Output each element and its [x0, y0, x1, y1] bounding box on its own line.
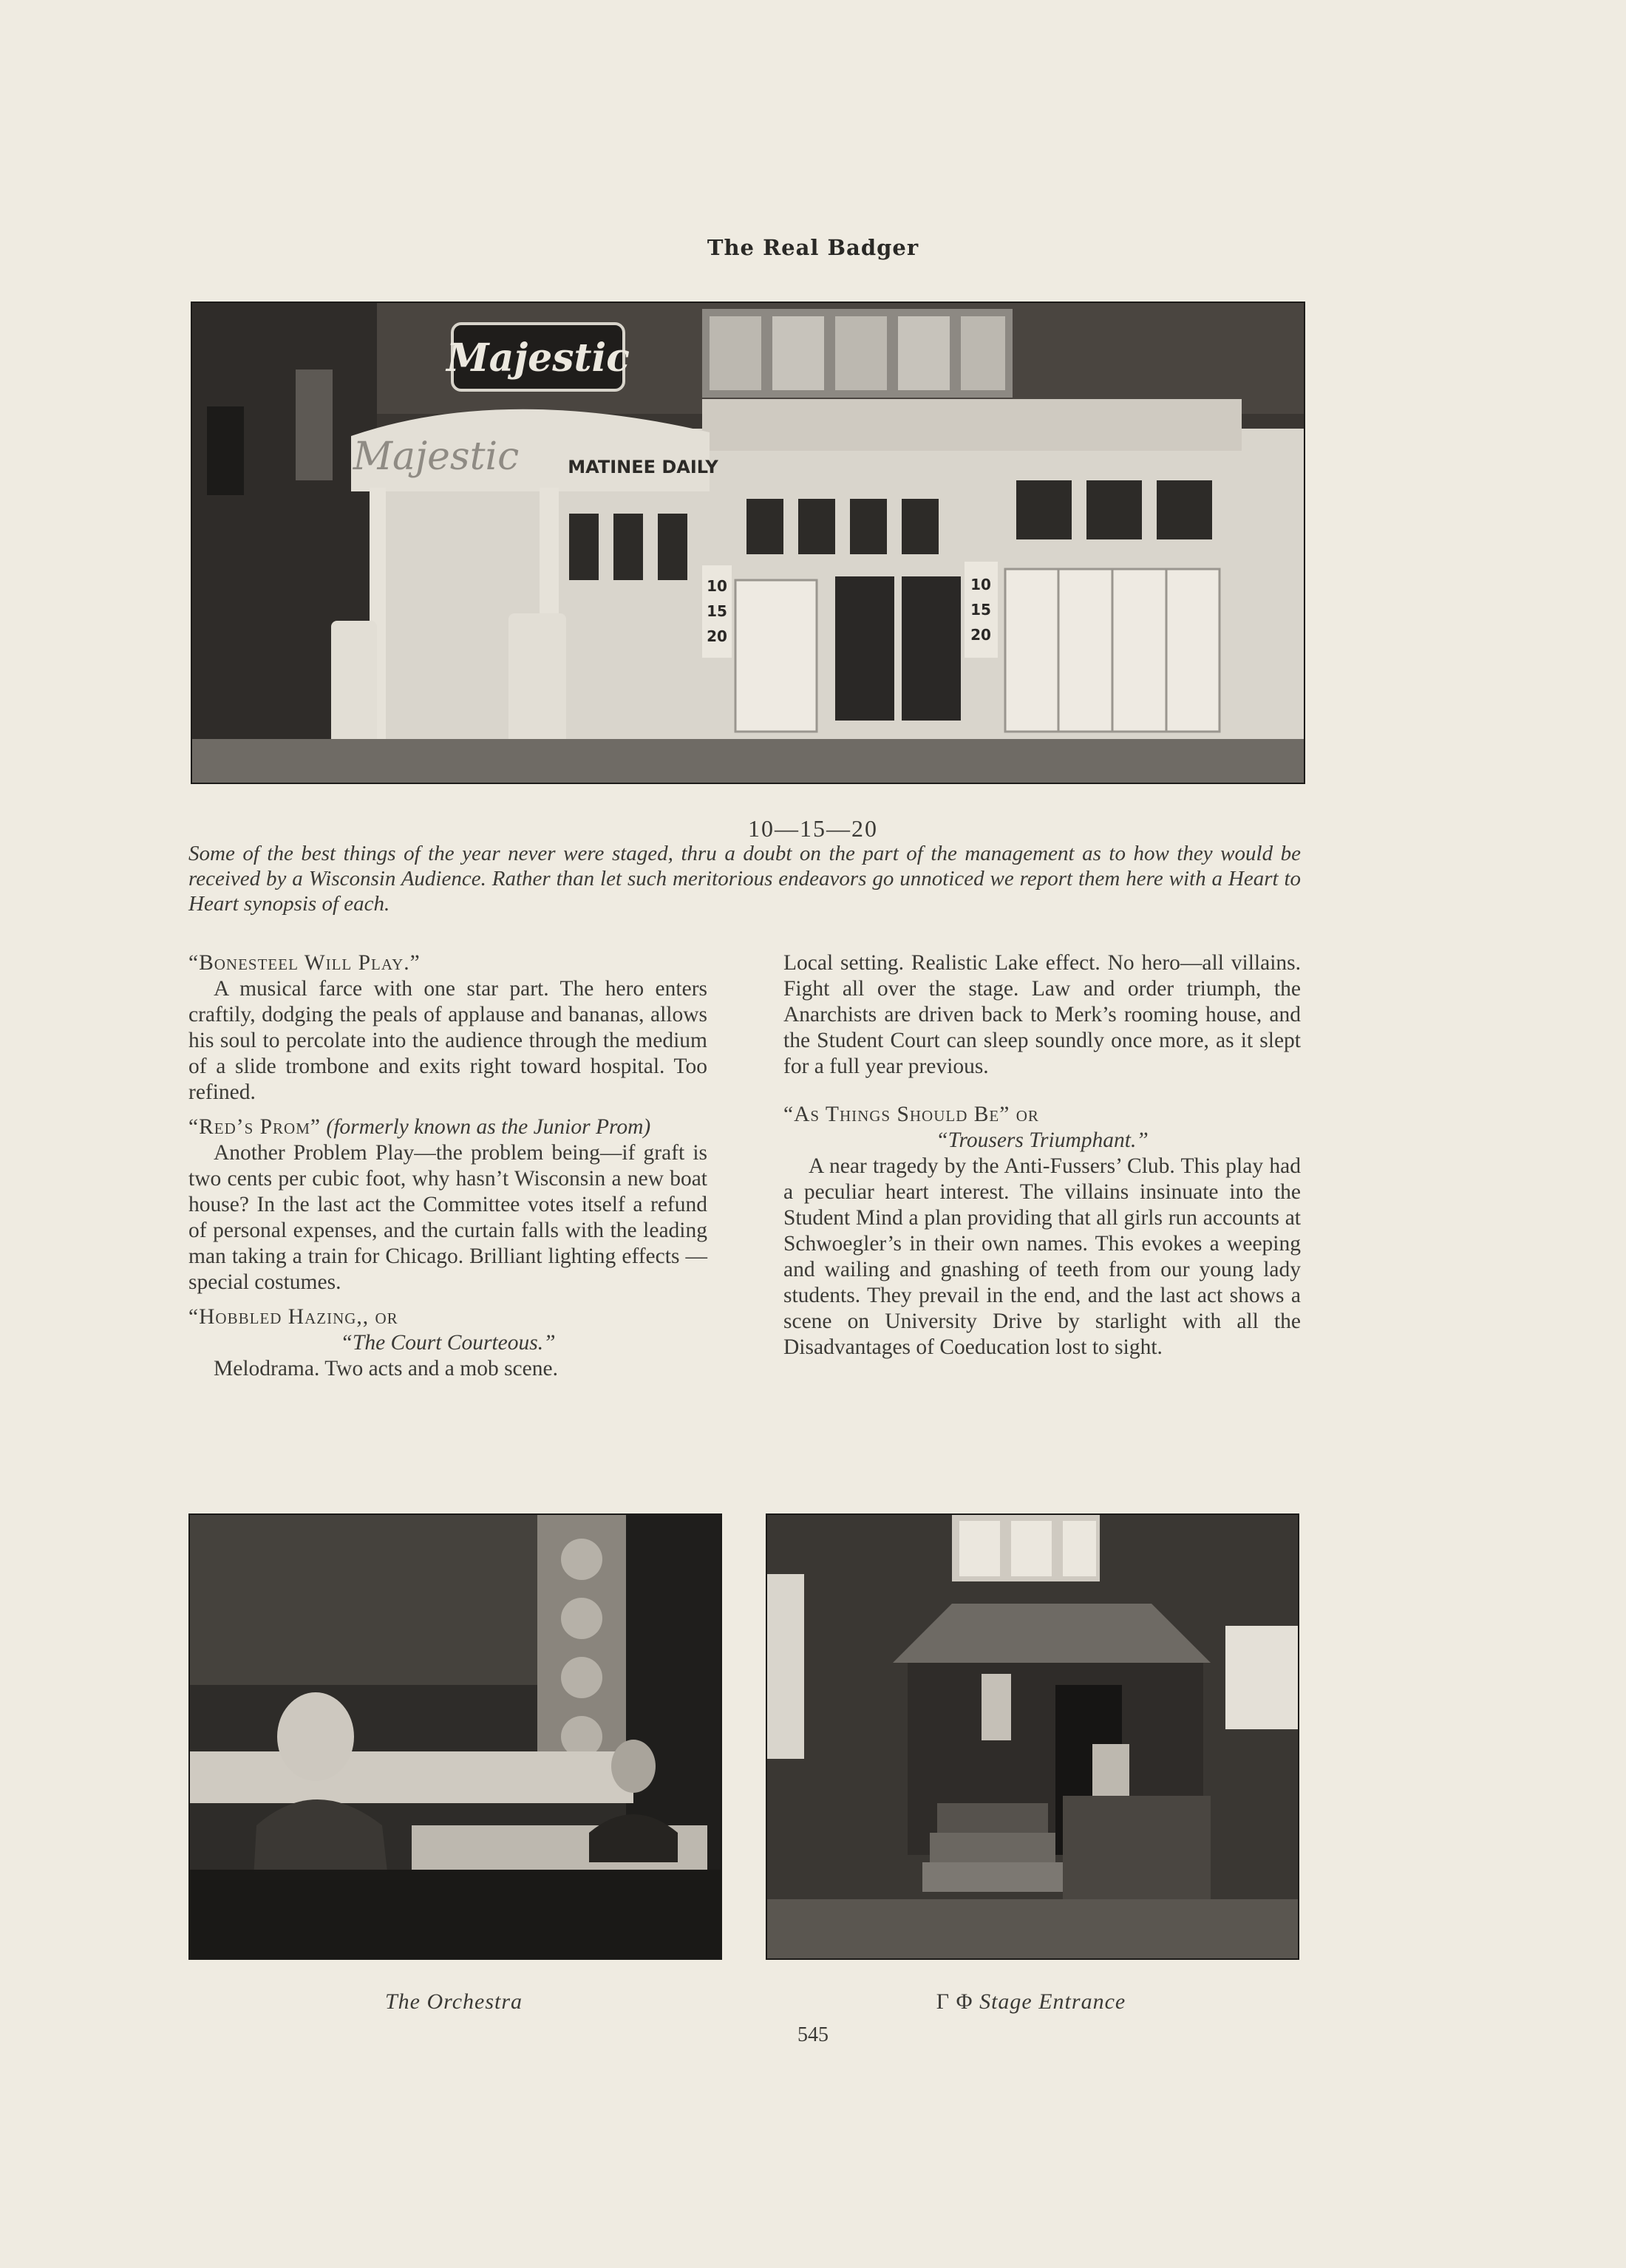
orchestra-caption: The Orchestra	[384, 1989, 523, 2014]
majestic-theater-photo	[191, 302, 1305, 784]
arch-sign-text: Majestic	[353, 435, 520, 479]
marquee-sign-text: Majestic	[446, 336, 630, 381]
section-heading: 10—15—20	[748, 815, 878, 842]
page-number: 545	[797, 2023, 829, 2046]
play1-text: A musical farce with one star part. The hero enters craftily, dodging the peals of applause and bananas, allows his soul to percolate into the audience through the medium of a slide trombone and exits right toward hospital. Too refined.	[188, 977, 707, 1104]
play4-subtitle: “Trousers Triumphant.”	[936, 1128, 1149, 1152]
running-head: The Real Badger	[707, 235, 919, 260]
play2-text: Another Problem Play—the problem being—if graft is two cents per cubic foot, why hasn’t Wisconsin a new boat house? In the last act the Committee votes itself a refund of personal expenses, and the curtain falls with the leading man taking a train for Chicago. Brilliant lighting effects —special costumes.	[188, 1141, 707, 1294]
matinee-sign-text: MATINEE DAILY	[568, 457, 718, 477]
price-sign-right: 10 15 20	[970, 576, 991, 644]
play2-note: (formerly known as the Junior Prom)	[326, 1115, 651, 1139]
stage-entrance-caption	[766, 1989, 1296, 2015]
intro-paragraph: Some of the best things of the year never were staged, thru a doubt on the part of the management as to how they would be received by a Wisconsin Audience. Rather than let such meritorious endeavors go unnoticed we report them here with a Heart to Heart synopsis of each.	[188, 842, 1301, 916]
price-sign-left: 10 15 20	[707, 577, 727, 645]
play4-text: A near tragedy by the Anti-Fussers’ Club. This play had a peculiar heart interest. The villains insinuate into the Student Mind a plan providing that all girls run accounts at Schwoegler’s in their own names. This evokes a weeping and wailing and gnashing of teeth from our young lady students. They prevail in the end, and the last act shows a scene on University Drive by starlight with all the Disadvantages of Coeducation lost to sight.	[783, 1154, 1301, 1359]
stage-entrance-photo	[766, 1513, 1299, 1960]
play3-text: Melodrama. Two acts and a mob scene.	[214, 1357, 558, 1380]
play2-heading	[188, 1114, 707, 1140]
play3-subtitle: “The Court Courteous.”	[340, 1331, 556, 1355]
orchestra-photo	[188, 1513, 722, 1960]
play1-title: “Bonesteel Will Play.”	[188, 951, 421, 975]
play3-title: “Hobbled Hazing,, or	[188, 1305, 398, 1329]
greek-letters: Γ Φ	[936, 1989, 973, 2014]
left-column	[188, 950, 707, 1382]
play2-title: “Red’s Prom”	[188, 1115, 321, 1139]
play4-title: “As Things Should Be” or	[783, 1103, 1039, 1126]
stage-entrance-caption-text: Stage Entrance	[979, 1989, 1126, 2014]
right-column	[783, 950, 1301, 1361]
continued-text: Local setting. Realistic Lake effect. No hero—all villains. Fight all over the stage. Law and order triumph, the Anarchists are driven back to Merk’s rooming house, and the Student Court can sleep soundly once more, as it slept for a full year previous.	[783, 951, 1301, 1078]
